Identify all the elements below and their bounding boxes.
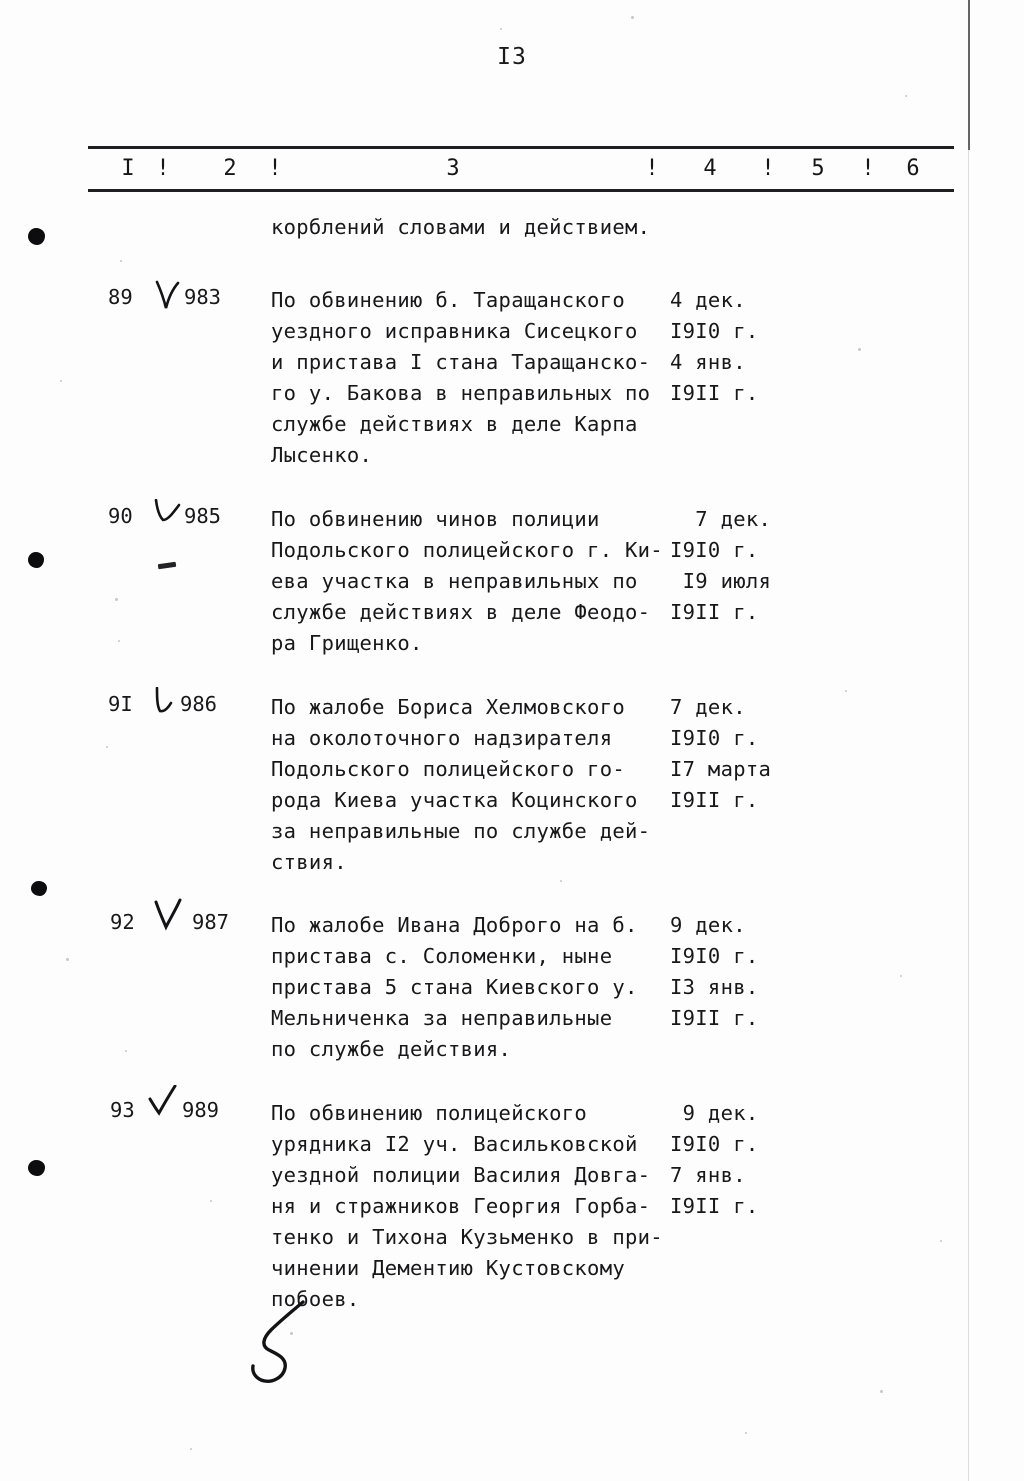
handwritten-check-icon (146, 1085, 176, 1117)
entry-line: урядника I2 уч. Васильковской (271, 1132, 638, 1156)
scan-speckle (631, 16, 634, 19)
margin-ink-blot (28, 552, 44, 568)
scan-speckle (560, 880, 562, 882)
date-line: 7 дек. (670, 507, 772, 531)
margin-ink-blot (28, 1160, 45, 1176)
entry-line: Мельниченка за неправильные (271, 1006, 613, 1030)
scan-speckle (858, 348, 861, 351)
entry-number: 89 (108, 285, 133, 309)
entry-number: 93 (110, 1098, 135, 1122)
margin-ink-blot (31, 881, 47, 896)
date-line: I9I0 г. (670, 538, 759, 562)
scan-speckle (500, 28, 502, 30)
date-line: 9 дек. (670, 913, 746, 937)
scan-speckle (290, 1332, 293, 1335)
case-number: 987 (192, 910, 230, 934)
scan-speckle (745, 1432, 747, 1434)
margin-ink-blot (28, 228, 45, 245)
entry-number: 9I (108, 692, 133, 716)
date-line: I9II г. (670, 788, 759, 812)
column-header-3: 3 (446, 156, 460, 181)
scan-speckle (845, 690, 847, 692)
scan-speckle (120, 260, 122, 262)
entry-line: побоев. (271, 1287, 360, 1311)
entry-line: по службе действия. (271, 1037, 512, 1061)
entry-description (271, 1098, 663, 1315)
date-line: 4 дек. (670, 288, 746, 312)
entry-line: уездной полиции Василия Довга- (271, 1163, 651, 1187)
entry-line: службе действиях в деле Феодо- (271, 600, 651, 624)
date-line: 7 янв. (670, 1163, 746, 1187)
entry-line: рода Киева участка Коцинского (271, 788, 638, 812)
handwritten-check-icon (152, 499, 182, 531)
case-number: 986 (180, 692, 218, 716)
date-line: 9 дек. (670, 1101, 759, 1125)
date-line: I9I0 г. (670, 726, 759, 750)
column-separator-1: ! (156, 156, 170, 181)
date-line: I9I0 г. (670, 319, 759, 343)
entry-line: ра Грищенко. (271, 631, 423, 655)
case-number: 983 (184, 285, 222, 309)
date-line: I7 марта (670, 757, 772, 781)
date-line: I9I0 г. (670, 944, 759, 968)
column-header-5: 5 (811, 156, 825, 181)
entry-description (271, 692, 650, 878)
entry-line: По жалобе Ивана Доброго на б. (271, 913, 638, 937)
column-header-1: I (121, 156, 135, 181)
entry-line: за неправильные по службе дей- (271, 819, 651, 843)
handwritten-check-icon (152, 280, 182, 312)
entry-dates (670, 692, 771, 816)
entry-line: го у. Бакова в неправильных по (271, 381, 651, 405)
continuation-line: корблений словами и действием. (271, 215, 651, 239)
entry-line: уездного исправника Сисецкого (271, 319, 638, 343)
date-line: I3 янв. (670, 975, 759, 999)
column-separator-4: ! (761, 156, 775, 181)
scan-speckle (210, 1200, 212, 1202)
entry-number: 90 (108, 504, 133, 528)
column-header-row (88, 153, 954, 185)
page-number: I3 (497, 44, 527, 70)
entry-line: По обвинению полицейского (271, 1101, 588, 1125)
column-separator-3: ! (645, 156, 659, 181)
date-line: I9 июля (670, 569, 772, 593)
entry-description (271, 504, 663, 659)
scan-speckle (190, 1448, 192, 1450)
margin-vertical-rule (968, 0, 970, 150)
entry-line: Лысенко. (271, 443, 373, 467)
scan-speckle (905, 95, 907, 97)
scan-speckle (115, 598, 118, 601)
entry-line: По обвинению б. Таращанского (271, 288, 625, 312)
column-header-6: 6 (906, 156, 920, 181)
entry-line: на околоточного надзирателя (271, 726, 613, 750)
entry-line: службе действиях в деле Карпа (271, 412, 638, 436)
scan-speckle (880, 1390, 883, 1393)
case-number: 985 (184, 504, 222, 528)
entry-line: Подольского полицейского г. Ки- (271, 538, 663, 562)
date-line: I9II г. (670, 1194, 759, 1218)
scan-speckle (118, 640, 120, 642)
entry-line: Подольского полицейского го- (271, 757, 625, 781)
column-header-band (88, 146, 954, 192)
scan-speckle (940, 1240, 942, 1242)
case-number: 989 (182, 1098, 220, 1122)
date-line: I9II г. (670, 381, 759, 405)
scan-speckle (106, 746, 108, 748)
handwritten-check-icon (150, 898, 180, 930)
column-header-2: 2 (223, 156, 237, 181)
entry-line: чинении Дементию Кустовскому (271, 1256, 625, 1280)
margin-vertical-rule-faint (968, 150, 969, 1481)
entry-line: тенко и Тихона Кузьменко в при- (271, 1225, 663, 1249)
column-separator-2: ! (268, 156, 282, 181)
entry-line: ева участка в неправильных по (271, 569, 638, 593)
date-line: 7 дек. (670, 695, 746, 719)
entry-line: пристава 5 стана Киевского у. (271, 975, 638, 999)
entry-line: По обвинению чинов полиции (271, 507, 600, 531)
entry-number: 92 (110, 910, 135, 934)
entry-line: и пристава I стана Таращанско- (271, 350, 651, 374)
entry-line: По жалобе Бориса Хелмовского (271, 695, 625, 719)
handwritten-check-icon (148, 687, 178, 719)
entry-dates (670, 504, 771, 628)
column-separator-5: ! (861, 156, 875, 181)
scan-speckle (900, 975, 902, 977)
date-line: 4 янв. (670, 350, 746, 374)
entry-dates (670, 285, 759, 409)
handwritten-signature-mark (243, 1300, 333, 1395)
scan-speckle (125, 1050, 127, 1052)
scan-speckle (60, 380, 62, 382)
stray-pen-dash-mark (158, 562, 177, 569)
entry-line: ствия. (271, 850, 347, 874)
entry-description (271, 285, 650, 471)
entry-line: пристава с. Соломенки, ныне (271, 944, 613, 968)
column-header-4: 4 (703, 156, 717, 181)
date-line: I9I0 г. (670, 1132, 759, 1156)
date-line: I9II г. (670, 1006, 759, 1030)
scan-speckle (66, 958, 69, 961)
header-rule-bottom (88, 189, 954, 192)
entry-dates (670, 910, 759, 1034)
header-rule-top (88, 146, 954, 149)
entry-dates (670, 1098, 759, 1222)
date-line: I9II г. (670, 600, 759, 624)
entry-description (271, 910, 638, 1065)
entry-line: ня и стражников Георгия Горба- (271, 1194, 651, 1218)
